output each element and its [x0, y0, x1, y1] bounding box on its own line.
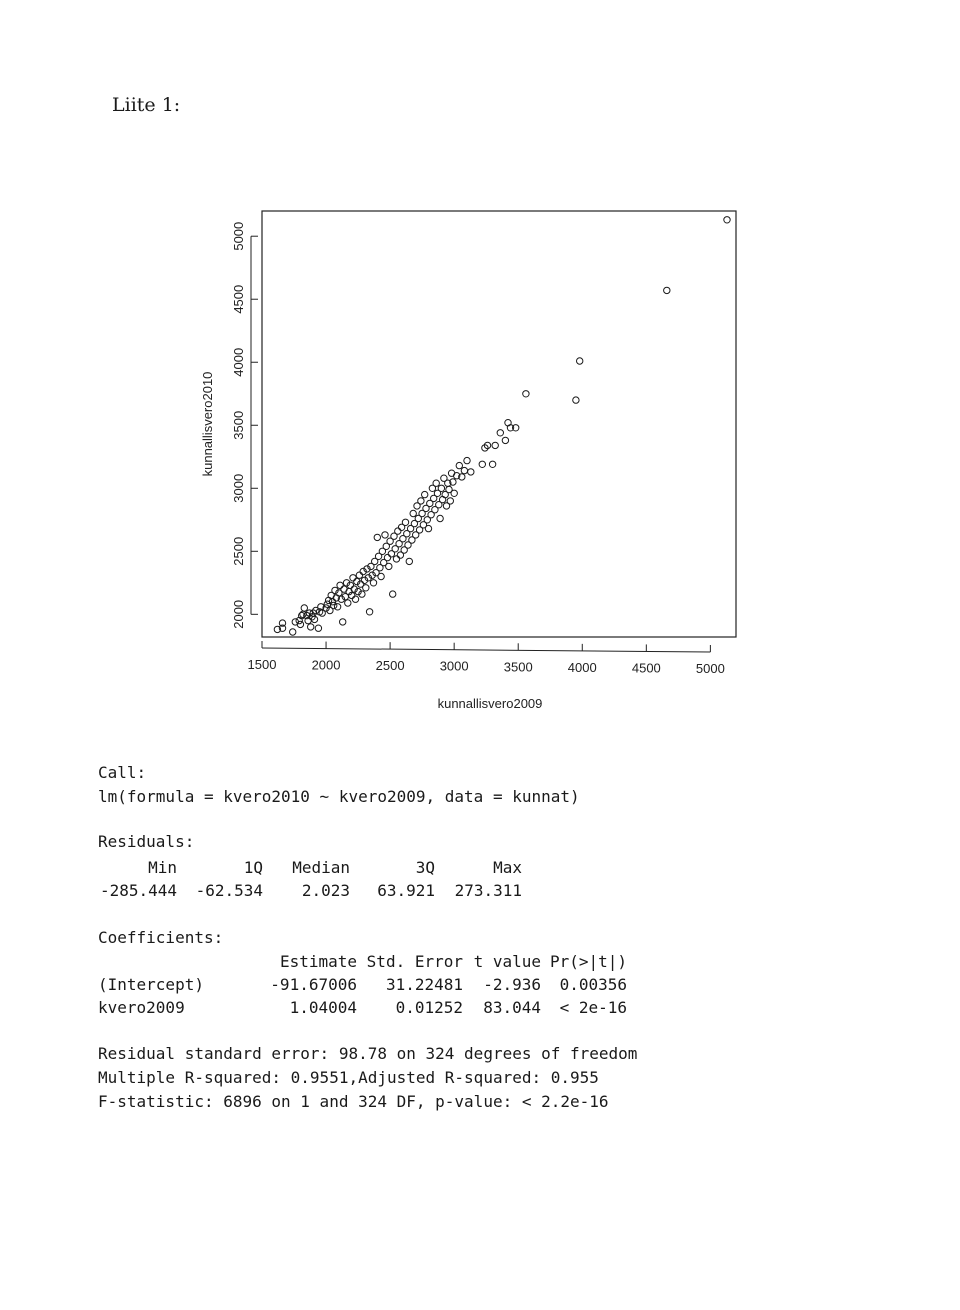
- coefficients-label: Coefficients:: [98, 928, 224, 947]
- data-point: [433, 480, 439, 486]
- data-point: [523, 391, 529, 397]
- data-point: [337, 582, 343, 588]
- data-point: [468, 469, 474, 475]
- data-point: [573, 397, 579, 403]
- coefficient-value: 83.044: [483, 998, 541, 1017]
- y-tick-label: 4000: [231, 347, 246, 377]
- data-point: [497, 430, 503, 436]
- data-point: [393, 556, 399, 562]
- data-point: [356, 572, 362, 578]
- data-point: [456, 462, 462, 468]
- y-tick-label: 3500: [231, 410, 246, 440]
- data-point: [297, 621, 303, 627]
- coefficient-value: 31.22481: [385, 975, 463, 994]
- data-point: [350, 575, 356, 581]
- data-point: [577, 358, 583, 364]
- coefficients-header: Estimate: [279, 952, 357, 971]
- f-statistic-line: F-statistic: 6896 on 1 and 324 DF, p-value: < 2.2e-16: [98, 1092, 609, 1111]
- data-point: [331, 602, 337, 608]
- data-points: [274, 217, 730, 636]
- coefficients-header: Pr(>|t|): [549, 952, 627, 971]
- y-axis: [231, 222, 258, 629]
- data-point: [378, 573, 384, 579]
- data-point: [422, 491, 428, 497]
- x-tick-label: 1500: [247, 657, 277, 672]
- data-point: [410, 510, 416, 516]
- residuals-header: 1Q: [243, 858, 263, 877]
- x-tick-label: 4000: [567, 659, 597, 675]
- data-point: [402, 519, 408, 525]
- data-point: [406, 558, 412, 564]
- data-point: [300, 611, 306, 617]
- x-tick-label: 5000: [695, 661, 725, 676]
- data-point: [390, 591, 396, 597]
- y-tick-label: 3000: [231, 473, 246, 503]
- data-point: [724, 217, 730, 223]
- data-point: [492, 442, 498, 448]
- appendix-heading: Liite 1:: [112, 94, 181, 116]
- data-point: [386, 563, 392, 569]
- y-axis-label: kunnallisvero2010: [200, 371, 215, 477]
- coefficient-value: -2.936: [483, 975, 541, 994]
- residuals-header: Median: [292, 858, 350, 877]
- coefficient-value: 1.04004: [289, 998, 357, 1017]
- data-point: [395, 528, 401, 534]
- data-point: [451, 490, 457, 496]
- x-tick-label: 2000: [311, 657, 341, 673]
- data-point: [352, 596, 358, 602]
- x-axis-label: kunnallisvero2009: [437, 696, 543, 711]
- coefficients-header: Std. Error: [366, 952, 463, 971]
- x-axis-line: [262, 648, 710, 652]
- data-point: [382, 532, 388, 538]
- data-point: [308, 624, 314, 630]
- coefficients-header: t value: [473, 952, 541, 971]
- data-point: [329, 599, 335, 605]
- y-tick-label: 5000: [231, 221, 246, 251]
- data-point: [345, 600, 351, 606]
- data-point: [438, 485, 444, 491]
- coefficient-value: -91.67006: [270, 975, 357, 994]
- data-point: [447, 498, 453, 504]
- y-tick-label: 2500: [231, 536, 246, 566]
- data-point: [366, 609, 372, 615]
- residuals-header: Max: [493, 858, 522, 877]
- call-formula: lm(formula = kvero2010 ~ kvero2009, data = kunnat): [98, 787, 580, 806]
- data-point: [290, 629, 296, 635]
- x-tick-label: 3500: [503, 659, 533, 675]
- y-tick-label: 4500: [231, 284, 246, 314]
- residual-standard-error: Residual standard error: 98.78 on 324 degrees of freedom: [98, 1044, 638, 1063]
- data-point: [664, 287, 670, 293]
- residuals-header: Min: [148, 858, 177, 877]
- x-axis: [248, 641, 725, 676]
- data-point: [479, 461, 485, 467]
- residuals-label: Residuals:: [98, 832, 195, 851]
- data-point: [418, 498, 424, 504]
- data-point: [461, 467, 467, 473]
- data-point: [340, 619, 346, 625]
- data-point: [425, 525, 431, 531]
- data-point: [437, 515, 443, 521]
- data-point: [334, 604, 340, 610]
- r-squared-line: Multiple R-squared: 0.9551,Adjusted R-squared: 0.955: [98, 1068, 599, 1087]
- coefficient-value: < 2e-16: [559, 998, 627, 1017]
- data-point: [315, 625, 321, 631]
- coefficient-value: 0.01252: [395, 998, 463, 1017]
- data-point: [384, 554, 390, 560]
- data-point: [370, 580, 376, 586]
- residuals-header: 3Q: [415, 858, 435, 877]
- residuals-value: -285.444: [99, 881, 177, 900]
- data-point: [489, 461, 495, 467]
- residuals-value: 273.311: [454, 881, 522, 900]
- y-tick-label: 2000: [231, 599, 246, 629]
- x-tick-label: 4500: [631, 660, 661, 676]
- residuals-value: -62.534: [195, 881, 263, 900]
- x-tick-label: 2500: [375, 658, 405, 674]
- x-tick-label: 3000: [439, 658, 469, 674]
- coefficient-value: 0.00356: [559, 975, 627, 994]
- data-point: [374, 534, 380, 540]
- data-point: [363, 585, 369, 591]
- coefficient-row-name: (Intercept): [98, 975, 204, 994]
- residuals-value: 63.921: [377, 881, 435, 900]
- data-point: [464, 457, 470, 463]
- call-label: Call:: [98, 763, 147, 782]
- coefficient-row-name: kvero2009: [98, 998, 185, 1017]
- residuals-value: 2.023: [301, 881, 350, 900]
- plot-frame: [262, 211, 736, 637]
- data-point: [502, 437, 508, 443]
- data-point: [301, 605, 307, 611]
